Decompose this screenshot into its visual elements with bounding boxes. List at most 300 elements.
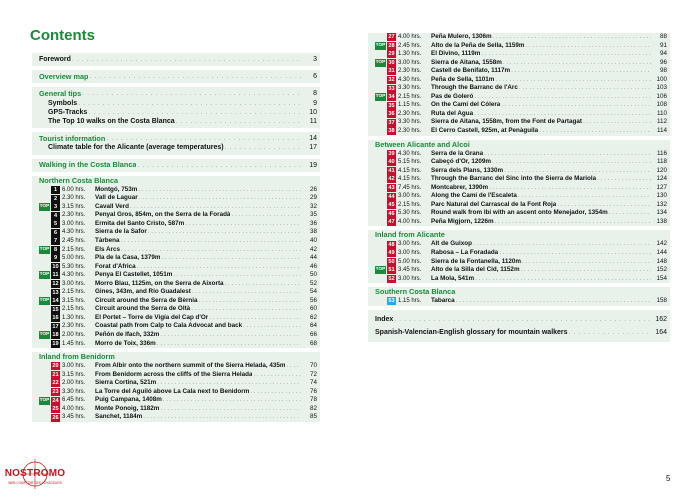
top-walk-badge: TOP (39, 246, 50, 252)
walk-page: 96 (659, 58, 667, 66)
page-number: 5 (666, 474, 671, 483)
top-badge-placeholder (375, 102, 386, 110)
walk-number-badge: 5 (51, 220, 60, 228)
dot-leader (494, 218, 651, 227)
walk-entry[interactable] (375, 240, 667, 249)
walk-entry[interactable] (39, 362, 317, 371)
walk-page: 72 (309, 370, 317, 378)
dot-leader (224, 143, 301, 152)
walk-entry[interactable] (39, 288, 317, 297)
dot-leader (162, 396, 301, 405)
walk-name: Alt de Guixop (431, 240, 472, 248)
walk-duration: 2.15 hrs. (398, 201, 422, 208)
walk-page: 116 (656, 149, 667, 157)
toc-entry-page: 17 (309, 144, 317, 152)
walk-number-badge: 7 (51, 237, 60, 245)
walk-page: 94 (659, 50, 667, 58)
top-badge-placeholder (375, 158, 386, 166)
walk-duration: 2.15 hrs. (62, 246, 86, 253)
walk-number-badge: 48 (388, 241, 395, 248)
dot-leader (455, 297, 651, 306)
walk-duration: 3.15 hrs. (62, 297, 86, 304)
dot-leader (517, 192, 651, 201)
walk-name: Ermita del Santo Cristo, 587m (95, 219, 185, 227)
walk-duration: 1.30 hrs. (398, 51, 422, 58)
walk-duration: 3.00 hrs. (62, 280, 86, 287)
walk-name: Montcabrer, 1390m (431, 183, 489, 191)
walk-entry[interactable] (39, 322, 317, 331)
walk-entry[interactable] (39, 405, 317, 414)
walk-entry[interactable] (375, 42, 667, 51)
walk-entry[interactable] (375, 167, 667, 176)
walk-page: 35 (309, 211, 317, 219)
walk-page: 50 (309, 271, 317, 279)
walk-name: Montgó, 753m (95, 185, 138, 193)
dot-leader (88, 72, 301, 81)
region-block (368, 140, 670, 227)
top-badge-placeholder (39, 186, 50, 194)
walk-name: Puig Campana, 1408m (95, 396, 162, 404)
toc-entry[interactable] (39, 117, 317, 126)
walk-entry[interactable] (375, 101, 667, 110)
dot-leader (105, 134, 301, 143)
dot-leader (491, 158, 651, 167)
walk-name: Serra de la Grana (431, 149, 484, 157)
walk-entry[interactable] (39, 194, 317, 203)
walk-duration: 2.30 hrs. (62, 195, 86, 202)
top-badge-placeholder (39, 388, 50, 396)
walk-entry[interactable] (39, 220, 317, 229)
toc-entry-label: GPS-Tracks (48, 108, 88, 116)
walk-page: 112 (656, 118, 667, 126)
dot-leader (556, 201, 651, 210)
right-column (368, 33, 670, 346)
section-title: General tips (39, 88, 82, 98)
walk-duration: 4.30 hrs. (398, 150, 422, 157)
dot-leader (472, 240, 651, 249)
walk-entry[interactable] (39, 186, 317, 195)
walk-entry[interactable] (375, 84, 667, 93)
dot-leader (393, 313, 651, 326)
walk-entry[interactable] (375, 209, 667, 218)
top-badge-placeholder (39, 340, 50, 348)
top-badge-placeholder (375, 218, 386, 226)
walk-entry[interactable] (375, 297, 667, 306)
walk-entry[interactable] (375, 59, 667, 68)
walk-duration: 2.45 hrs. (398, 42, 422, 49)
logo-name: NOSTROMO (4, 468, 66, 479)
walk-duration: 1.45 hrs. (62, 340, 86, 347)
walk-duration: 4.30 hrs. (398, 76, 422, 83)
region-title: Northern Costa Blanca (39, 175, 119, 185)
walk-entry[interactable] (375, 201, 667, 210)
back-matter (368, 310, 670, 342)
walk-duration: 3.15 hrs. (62, 203, 86, 210)
left-column (32, 53, 320, 426)
walk-number-badge: 50 (388, 258, 395, 265)
dot-leader (184, 220, 301, 229)
top-badge-placeholder (39, 289, 50, 297)
walk-duration: 3.00 hrs. (398, 250, 422, 257)
walk-page: 56 (309, 296, 317, 304)
page-title: Contents (30, 27, 95, 44)
walk-page: 54 (309, 288, 317, 296)
walk-page: 158 (656, 297, 667, 305)
walk-page: 88 (659, 33, 667, 40)
region-title: Inland from Benidorm (39, 352, 115, 362)
walk-duration: 4.00 hrs. (398, 218, 422, 225)
toc-entry[interactable] (39, 55, 317, 64)
toc-entry[interactable] (375, 326, 667, 339)
walk-number-badge: 47 (388, 219, 395, 226)
walk-entry[interactable] (375, 218, 667, 227)
toc-entry[interactable] (39, 143, 317, 152)
walk-duration: 2.00 hrs. (62, 331, 86, 338)
walk-entry[interactable] (375, 275, 667, 284)
walk-entry[interactable] (39, 237, 317, 246)
walk-duration: 3.15 hrs. (62, 371, 86, 378)
top-walk-badge: TOP (375, 59, 386, 65)
walk-number-badge: 11 (52, 272, 59, 279)
walk-name: Sierra de la Fontanella, 1120m (431, 257, 521, 265)
region-block (32, 176, 320, 348)
walk-number-badge: 29 (388, 51, 395, 58)
walk-duration: 2.15 hrs. (398, 93, 422, 100)
walk-page: 144 (656, 249, 667, 257)
dot-leader (242, 322, 301, 331)
walk-name: Sierra Cortina, 521m (95, 379, 157, 387)
dot-leader (224, 280, 301, 289)
walk-entry[interactable] (375, 110, 667, 119)
walk-name: Morro de Toix, 336m (95, 339, 156, 347)
walk-entry[interactable] (39, 305, 317, 314)
dot-leader (503, 167, 651, 176)
walk-name: Circuit around the Serra de Oltà (95, 305, 191, 313)
dot-leader (198, 297, 301, 306)
walk-name: El Divino, 1119m (431, 50, 481, 58)
top-badge-placeholder (39, 323, 50, 331)
walk-name: Serra dels Plans, 1330m (431, 166, 504, 174)
top-badge-placeholder (375, 76, 386, 84)
walk-page: 64 (309, 322, 317, 330)
top-badge-placeholder (39, 220, 50, 228)
walk-name: From Albir onto the northern summit of the Sierra Helada, 435m (95, 362, 286, 370)
dot-leader (520, 266, 651, 275)
top-badge-placeholder (375, 175, 386, 183)
walk-number-badge: 42 (388, 176, 395, 183)
walk-name: Castell de Benifato, 1117m (431, 67, 511, 75)
region-block (368, 33, 670, 136)
toc-entry[interactable] (39, 161, 317, 170)
dot-leader (582, 118, 651, 127)
top-badge-placeholder (375, 201, 386, 209)
walk-number-badge: 4 (51, 212, 60, 220)
walk-entry[interactable] (375, 76, 667, 85)
walk-name: Sierra de la Safor (95, 228, 147, 236)
walk-name: Alto de la Silla del Cid, 1152m (431, 266, 520, 274)
toc-entry-page: 162 (655, 315, 667, 323)
logo-tagline: WEB COMPTOIR DES VOYAGEURS (8, 481, 62, 485)
walk-number-badge: 9 (51, 254, 60, 262)
walk-page: 154 (656, 274, 667, 282)
walk-entry[interactable] (375, 175, 667, 184)
walk-entry[interactable] (375, 127, 667, 136)
walk-number-badge: 8 (51, 246, 60, 254)
walk-page: 118 (656, 158, 667, 166)
top-walk-badge: TOP (375, 267, 386, 273)
top-badge-placeholder (375, 275, 386, 283)
toc-entry[interactable] (39, 89, 317, 98)
walk-page: 114 (656, 127, 667, 135)
dot-leader (172, 271, 301, 280)
toc-entry-page: 8 (313, 90, 317, 98)
toc-block-tourist-info (32, 132, 320, 154)
walk-name: Sanchet, 1184m (95, 413, 143, 421)
dot-leader (159, 405, 301, 414)
dot-leader (518, 84, 651, 93)
toc-entry-label: Spanish-Valencian-English glossary for mountain walkers (375, 328, 568, 336)
walk-entry[interactable] (375, 33, 667, 42)
walk-page: 103 (656, 84, 667, 92)
walk-entry[interactable] (39, 371, 317, 380)
dot-leader (191, 288, 301, 297)
dot-leader (175, 117, 301, 126)
dot-leader (488, 184, 651, 193)
top-badge-placeholder (39, 414, 50, 422)
walk-number-badge: 37 (388, 119, 395, 126)
walk-duration: 3.30 hrs. (398, 85, 422, 92)
walk-entry[interactable] (39, 314, 317, 323)
walk-number-badge: 15 (52, 306, 59, 313)
toc-entry[interactable] (39, 134, 317, 143)
walk-page: 76 (309, 387, 317, 395)
walk-entry[interactable] (39, 388, 317, 397)
walk-duration: 1.30 hrs. (62, 314, 86, 321)
toc-entry-label: Foreword (39, 56, 71, 63)
walk-page: 148 (656, 257, 667, 265)
walk-page: 52 (309, 279, 317, 287)
top-walk-badge: TOP (375, 42, 386, 48)
toc-entry[interactable] (39, 99, 317, 108)
dot-leader (524, 42, 651, 51)
walk-name: On the Camí del Cólera (431, 101, 501, 109)
dot-leader (156, 340, 301, 349)
walk-name: Pas de Goleró (431, 92, 474, 100)
dot-leader (137, 186, 301, 195)
walk-name: El Portet – Torre de Vigía del Cap d'Or (95, 313, 209, 321)
walk-number-badge: 14 (52, 298, 59, 305)
section-title: Walking in the Costa Blanca (39, 160, 137, 170)
walk-entry[interactable] (375, 50, 667, 59)
walk-page: 42 (309, 245, 317, 253)
walk-duration: 2.30 hrs. (62, 212, 86, 219)
dot-leader (147, 228, 301, 237)
walk-name: La Mola, 541m (431, 274, 475, 282)
region-block (32, 352, 320, 422)
walk-name: Through the Barranc del Sinc into the Sierra de Mariola (431, 175, 597, 183)
walk-entry[interactable] (375, 150, 667, 159)
dot-leader (285, 362, 301, 371)
toc-entry-page: 6 (313, 73, 317, 81)
toc-entry[interactable] (39, 108, 317, 117)
walk-entry[interactable] (375, 67, 667, 76)
walk-duration: 5.30 hrs. (398, 210, 422, 217)
walk-page: 36 (309, 219, 317, 227)
top-badge-placeholder (39, 371, 50, 379)
walk-entry[interactable] (39, 211, 317, 220)
walk-number-badge: 22 (52, 380, 59, 387)
walk-duration: 5.15 hrs. (398, 159, 422, 166)
walk-entry[interactable] (375, 93, 667, 102)
walk-page: 100 (656, 75, 667, 83)
walk-page: 98 (659, 67, 667, 75)
walk-name: La Torre del Aguiló above La Cala next to Benidorm (95, 387, 250, 395)
top-badge-placeholder (375, 119, 386, 127)
top-badge-placeholder (375, 150, 386, 158)
top-walk-badge: TOP (375, 94, 386, 100)
dot-leader (71, 55, 301, 64)
walk-entry[interactable] (39, 340, 317, 349)
walk-page: 70 (309, 362, 317, 370)
top-badge-placeholder (375, 67, 386, 75)
walk-duration: 2.15 hrs. (62, 289, 86, 296)
walk-duration: 4.30 hrs. (62, 272, 86, 279)
walk-duration: 5.00 hrs. (62, 255, 86, 262)
walk-entry[interactable] (375, 266, 667, 275)
top-badge-placeholder (375, 167, 386, 175)
walk-page: 26 (309, 185, 317, 193)
walk-entry[interactable] (39, 297, 317, 306)
walk-page: 44 (309, 254, 317, 262)
walk-entry[interactable] (39, 413, 317, 422)
walk-entry[interactable] (375, 249, 667, 258)
walk-number-badge: 3 (51, 203, 60, 211)
walk-name: Parc Natural del Carrascal de la Font Roja (431, 200, 557, 208)
toc-entry-label: Index (375, 315, 394, 323)
toc-entry-page: 164 (655, 328, 667, 336)
walk-duration: 2.30 hrs. (62, 323, 86, 330)
walk-number-badge: 25 (52, 406, 59, 413)
walk-page: 127 (656, 183, 667, 191)
walk-entry[interactable] (375, 118, 667, 127)
walk-page: 32 (309, 202, 317, 210)
walk-entry[interactable] (375, 184, 667, 193)
walk-number-badge: 24 (52, 397, 59, 404)
walk-duration: 6.00 hrs. (62, 186, 86, 193)
walk-entry[interactable] (375, 158, 667, 167)
walk-duration: 3.00 hrs. (398, 275, 422, 282)
walk-page: 60 (309, 305, 317, 313)
walk-duration: 3.00 hrs. (62, 220, 86, 227)
walk-number-badge: 27 (388, 34, 395, 41)
walk-duration: 4.00 hrs. (62, 405, 86, 412)
walk-entry[interactable] (39, 280, 317, 289)
top-badge-placeholder (39, 254, 50, 262)
top-walk-badge: TOP (39, 332, 50, 338)
walk-entry[interactable] (39, 228, 317, 237)
walk-entry[interactable] (39, 254, 317, 263)
walk-duration: 2.30 hrs. (398, 128, 422, 135)
walk-entry[interactable] (375, 258, 667, 267)
dot-leader (568, 326, 651, 339)
top-badge-placeholder (375, 258, 386, 266)
walk-entry[interactable] (39, 396, 317, 405)
walk-name: Circuit around the Serra de Bèrnia (95, 296, 198, 304)
toc-entry[interactable] (375, 313, 667, 326)
region-title: Inland from Alicante (375, 230, 445, 240)
walk-duration: 4.00 hrs. (398, 34, 422, 40)
walk-name: Along the Camí de l'Escaleta (431, 192, 517, 200)
walk-duration: 4.30 hrs. (62, 229, 86, 236)
walk-name: Sierra de Aitana, 1558m (431, 58, 502, 66)
dot-leader (483, 150, 651, 159)
top-walk-badge: TOP (39, 298, 50, 304)
walk-number-badge: 10 (52, 263, 59, 270)
region-title: Between Alicante and Alcoi (375, 139, 470, 149)
walk-page: 142 (656, 240, 667, 248)
walk-number-badge: 44 (388, 193, 395, 200)
walk-number-badge: 13 (52, 289, 59, 296)
walk-duration: 3.00 hrs. (398, 59, 422, 66)
walk-duration: 3.00 hrs. (398, 241, 422, 248)
walk-entry[interactable] (39, 203, 317, 212)
walk-entry[interactable] (375, 192, 667, 201)
dot-leader (500, 101, 651, 110)
walk-page: 85 (309, 413, 317, 421)
walk-entry[interactable] (39, 271, 317, 280)
walk-name: El Cerro Castell, 925m, at Penàguila (431, 127, 539, 135)
walk-duration: 3.45 hrs. (62, 414, 86, 421)
walk-number-badge: 19 (52, 340, 59, 347)
walk-entry[interactable] (39, 263, 317, 272)
walk-number-badge: 31 (388, 68, 395, 75)
dot-leader (136, 161, 301, 170)
walk-page: 120 (656, 166, 667, 174)
walk-name: Penyal Gros, 854m, on the Serra de la Foradà (95, 211, 231, 219)
walk-page: 68 (309, 339, 317, 347)
walk-number-badge: 28 (388, 42, 395, 49)
walk-name: Tàrbena (95, 236, 120, 244)
dot-leader (87, 108, 301, 117)
top-badge-placeholder (375, 210, 386, 218)
top-badge-placeholder (39, 379, 50, 387)
top-badge-placeholder (375, 297, 386, 305)
walk-number-badge: 46 (388, 210, 395, 217)
region-block (368, 230, 670, 283)
walk-duration: 2.45 hrs. (62, 237, 86, 244)
region-title: Southern Costa Blanca (375, 287, 456, 297)
walk-entry[interactable] (39, 246, 317, 255)
nostromo-logo (4, 456, 66, 494)
walk-duration: 5.30 hrs. (62, 263, 86, 270)
walk-number-badge: 16 (52, 315, 59, 322)
walk-entry[interactable] (39, 379, 317, 388)
top-walk-badge: TOP (39, 272, 50, 278)
dot-leader (138, 194, 301, 203)
walk-number-badge: 30 (388, 59, 395, 66)
toc-block-overview (32, 70, 320, 83)
dot-leader (77, 99, 301, 108)
dot-leader (608, 209, 651, 218)
walk-number-badge: 51 (388, 267, 395, 274)
toc-entry-page: 19 (309, 161, 317, 169)
walk-entry[interactable] (39, 331, 317, 340)
walk-name: Alto de la Peña de Sella, 1159m (431, 41, 525, 49)
toc-entry[interactable] (39, 72, 317, 81)
toc-entry-page: 11 (309, 117, 317, 125)
walk-duration: 3.30 hrs. (62, 388, 86, 395)
walk-number-badge: 21 (52, 371, 59, 378)
